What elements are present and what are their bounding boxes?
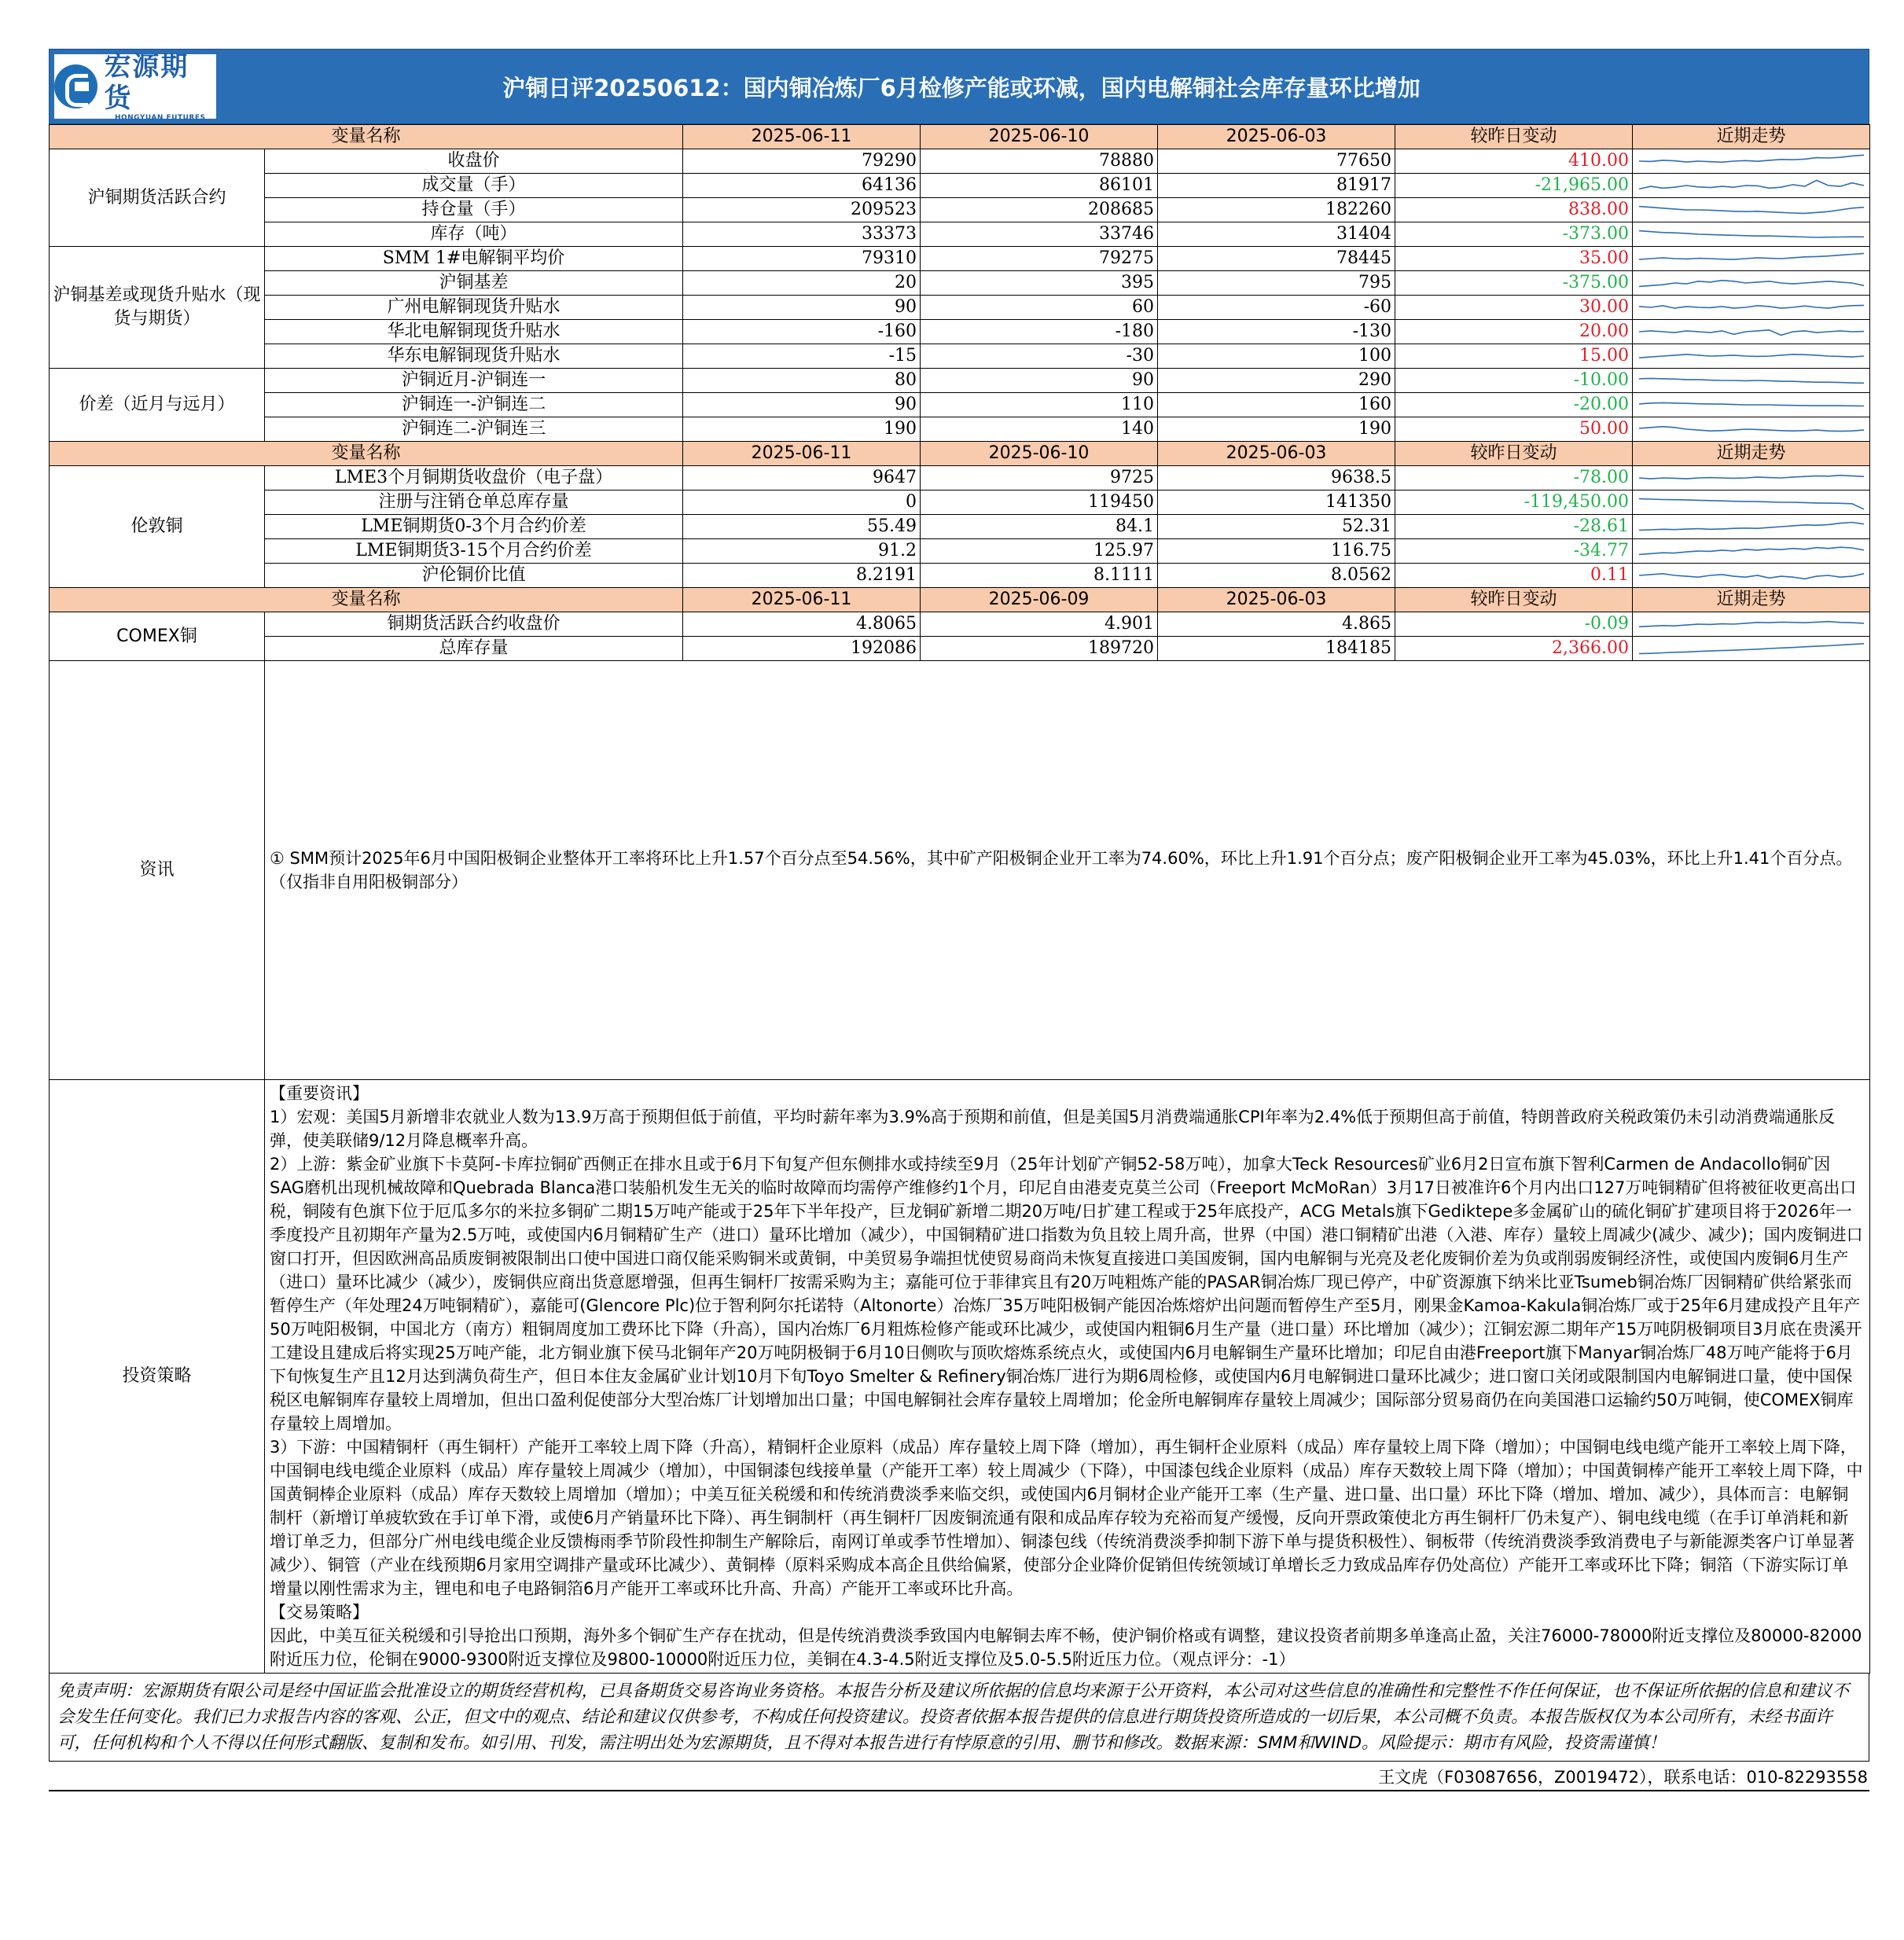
value-cell: 110 <box>921 393 1158 417</box>
table-row <box>50 393 1870 417</box>
column-header: 近期走势 <box>1633 125 1870 149</box>
column-header: 较昨日变动 <box>1395 442 1633 466</box>
sparkline-line <box>1639 476 1864 479</box>
column-header: 变量名称 <box>50 125 683 149</box>
sparkline-cell <box>1633 320 1870 344</box>
analyst-contact: 王文虎（F03087656，Z0019472），联系电话：010-82293558 <box>49 1762 1869 1791</box>
sparkline-cell <box>1633 466 1870 491</box>
column-header: 2025-06-10 <box>921 125 1158 149</box>
value-cell: -60 <box>1158 296 1395 320</box>
sparkline-chart <box>1633 539 1870 563</box>
column-header: 近期走势 <box>1633 442 1870 466</box>
sparkline-chart <box>1633 417 1870 441</box>
strategy-paragraph: 3）下游：中国精铜杆（再生铜杆）产能开工率较上周下降（升高），精铜杆企业原料（成品）库存量较上周下降（增加），再生铜杆企业原料（成品）库存量较上周下降（增加）；中国铜电线电缆产能开工率较上周下降，中国铜电线电缆企业原料（成品）库存量较上周减少（增加），中国铜漆包线接单量（产能开工率）较上周减少（下降），中国漆包线企业原料（成品）库存天数较上周下降（增加）；中国黄铜棒产能开工率较上周下降，中国黄铜棒企业原料（成品）库存天数较上周增加（增加）；中美互征关税缓和和传统消费淡季来临交织，或使国内6月铜材企业产能开工率（生产量、进口量、出口量）环比下降（增加、增加、减少），具体而言：电解铜制杆（新增订单疲软致在手订单下滑，或使6月产销量环比下降）、再生铜制杆（再生铜杆厂因废铜流通有限和成品库存较为充裕而复产缓慢，反向开票政策使北方再生铜杆厂仍未复产）、铜电线电缆（在手订单消耗和新增订单乏力，但部分广州电线电缆企业反馈梅雨季节阶段性抑制生产解除后，南网订单或季节性增加）、铜漆包线（传统消费淡季抑制下游下单与提货积极性）、铜板带（传统消费淡季致消费电子与新能源类客户订单显著减少）、铜管（产业在线预期6月家用空调排产量或环比减少）、黄铜棒（原料采购成本高企且供给偏紧，使部分企业降价促销但传统领域订单增长乏力致成品库存仍处高位）产能开工率或环比下降；铜箔（下游实际订单增量以刚性需求为主，锂电和电子电路铜箔6月产能开工率或环比升高、升高）产能开工率或环比升高。 <box>270 1438 1863 1598</box>
value-cell: 79290 <box>683 149 921 174</box>
value-cell: 90 <box>921 369 1158 393</box>
sparkline-chart <box>1633 466 1870 490</box>
report-title: 沪铜日评20250612：国内铜冶炼厂6月检修产能或环减，国内电解铜社会库存量环比增加 <box>502 74 1421 101</box>
sparkline-line <box>1639 281 1864 287</box>
change-cell: 2,366.00 <box>1395 637 1633 661</box>
value-cell: 116.75 <box>1158 539 1395 564</box>
table-row <box>50 539 1870 564</box>
sparkline-cell <box>1633 271 1870 296</box>
table-row <box>50 564 1870 588</box>
change-cell: 50.00 <box>1395 417 1633 442</box>
value-cell: 184185 <box>1158 637 1395 661</box>
change-cell: -373.00 <box>1395 222 1633 247</box>
value-cell: 8.0562 <box>1158 564 1395 588</box>
sparkline-line <box>1639 378 1864 383</box>
sparkline-line <box>1639 180 1864 189</box>
change-cell: 410.00 <box>1395 149 1633 174</box>
section-header-row <box>50 125 1870 149</box>
sparkline-line <box>1639 253 1864 259</box>
column-header: 2025-06-03 <box>1158 442 1395 466</box>
value-cell: 795 <box>1158 271 1395 296</box>
value-cell: 100 <box>1158 344 1395 369</box>
change-cell: -34.77 <box>1395 539 1633 564</box>
sparkline-chart <box>1633 174 1870 197</box>
strategy-paragraph: 【交易策略】 <box>270 1603 369 1622</box>
sparkline-chart <box>1633 320 1870 344</box>
column-header: 近期走势 <box>1633 588 1870 612</box>
column-header: 变量名称 <box>50 442 683 466</box>
strategy-paragraph: 因此，中美互征关税缓和引导抢出口预期，海外多个铜矿生产存在扰动，但是传统消费淡季致国内电解铜去库不畅，使沪铜价格或有调整，建议投资者前期多单逢高止盈，关注76000-78000附近支撑位及80000-82000附近压力位，伦铜在9000-9300附近支撑位及9800-10000附近压力位，美铜在4.3-4.5附近支撑位及5.0-5.5附近压力位。（观点评分：-1） <box>270 1626 1862 1669</box>
table-row <box>50 271 1870 296</box>
value-cell: 20 <box>683 271 921 296</box>
value-cell: 4.8065 <box>683 612 921 637</box>
value-cell: 189720 <box>921 637 1158 661</box>
change-cell: 35.00 <box>1395 247 1633 271</box>
change-cell: -20.00 <box>1395 393 1633 417</box>
table-row <box>50 491 1870 515</box>
sparkline-line <box>1639 207 1864 214</box>
value-cell: 52.31 <box>1158 515 1395 539</box>
value-cell: 80 <box>683 369 921 393</box>
change-cell: -119,450.00 <box>1395 491 1633 515</box>
strategy-paragraph: 【重要资讯】 <box>270 1084 369 1103</box>
sparkline-cell <box>1633 417 1870 442</box>
company-logo <box>54 51 216 122</box>
value-cell: 182260 <box>1158 198 1395 222</box>
value-cell: 91.2 <box>683 539 921 564</box>
strategy-text <box>265 1080 1870 1674</box>
column-header: 2025-06-09 <box>921 588 1158 612</box>
sparkline-line <box>1639 330 1864 336</box>
variable-name: 华东电解铜现货升贴水 <box>265 344 683 369</box>
value-cell: 79275 <box>921 247 1158 271</box>
sparkline-chart <box>1633 222 1870 246</box>
column-header: 2025-06-10 <box>921 442 1158 466</box>
value-cell: 4.865 <box>1158 612 1395 637</box>
table-row <box>50 222 1870 247</box>
value-cell: 64136 <box>683 174 921 198</box>
sparkline-chart <box>1633 149 1870 173</box>
sparkline-chart <box>1633 564 1870 587</box>
value-cell: 140 <box>921 417 1158 442</box>
variable-name: 沪铜基差 <box>265 271 683 296</box>
sparkline-line <box>1639 622 1864 627</box>
column-header: 较昨日变动 <box>1395 125 1633 149</box>
value-cell: 8.2191 <box>683 564 921 588</box>
change-cell: 0.11 <box>1395 564 1633 588</box>
variable-name: 沪铜连一-沪铜连二 <box>265 393 683 417</box>
table-row <box>50 612 1870 637</box>
column-header: 2025-06-03 <box>1158 125 1395 149</box>
value-cell: 60 <box>921 296 1158 320</box>
value-cell: 90 <box>683 296 921 320</box>
sparkline-line <box>1639 427 1864 432</box>
sparkline-cell <box>1633 515 1870 539</box>
sparkline-chart <box>1633 637 1870 660</box>
column-header: 变量名称 <box>50 588 683 612</box>
variable-name: 沪铜连二-沪铜连三 <box>265 417 683 442</box>
value-cell: 160 <box>1158 393 1395 417</box>
value-cell: 90 <box>683 393 921 417</box>
value-cell: 0 <box>683 491 921 515</box>
value-cell: -30 <box>921 344 1158 369</box>
variable-name: 华北电解铜现货升贴水 <box>265 320 683 344</box>
variable-name: 广州电解铜现货升贴水 <box>265 296 683 320</box>
strategy-paragraph: 1）宏观：美国5月新增非农就业人数为13.9万高于预期但低于前值，平均时薪年率为3.9%高于预期和前值，但是美国5月消费端通胀CPI年率为2.4%低于预期但高于前值，特朗普政府关税政策仍未引动消费端通胀反弹，使美联储9/12月降息概率升高。 <box>270 1108 1836 1150</box>
column-header: 2025-06-11 <box>683 125 921 149</box>
variable-name: 沪伦铜价比值 <box>265 564 683 588</box>
variable-name: 持仓量（手） <box>265 198 683 222</box>
change-cell: -10.00 <box>1395 369 1633 393</box>
table-row <box>50 198 1870 222</box>
sparkline-line <box>1639 155 1864 162</box>
column-header: 2025-06-11 <box>683 588 921 612</box>
sparkline-cell <box>1633 222 1870 247</box>
value-cell: 55.49 <box>683 515 921 539</box>
news-text: ① SMM预计2025年6月中国阳极铜企业整体开工率将环比上升1.57个百分点至54.56%，其中矿产阳极铜企业开工率为74.60%，环比上升1.91个百分点；废产阳极铜企业开工率为45.03%，环比上升1.41个百分点。（仅指非自用阳极铜部分） <box>265 661 1870 1080</box>
value-cell: 33373 <box>683 222 921 247</box>
value-cell: -180 <box>921 320 1158 344</box>
value-cell: 81917 <box>1158 174 1395 198</box>
disclaimer: 免责声明：宏源期货有限公司是经中国证监会批准设立的期货经营机构，已具备期货交易咨询业务资格。本报告分析及建议所依据的信息均来源于公开资料，本公司对这些信息的准确性和完整性不作任何保证，也不保证所依据的信息和建议不会发生任何变化。我们已力求报告内容的客观、公正，但文中的观点、结论和建议仅供参考，不构成任何投资建议。投资者依据本报告提供的信息进行期货投资所造成的一切后果，本公司概不负责。本报告版权仅为本公司所有，未经书面许可，任何机构和个人不得以任何形式翻版、复制和发布。如引用、刊发，需注明出处为宏源期货，且不得对本报告进行有悖原意的引用、删节和修改。数据来源：SMM和WIND。风险提示：期市有风险，投资需谨慎！ <box>49 1674 1869 1762</box>
variable-name: LME3个月铜期货收盘价（电子盘） <box>265 466 683 491</box>
sparkline-line <box>1639 644 1864 654</box>
logo-icon <box>54 64 97 108</box>
change-cell: 20.00 <box>1395 320 1633 344</box>
logo-name-en: HONGYUAN FUTURES <box>114 114 206 122</box>
value-cell: 9725 <box>921 466 1158 491</box>
value-cell: -160 <box>683 320 921 344</box>
strategy-label: 投资策略 <box>50 1080 265 1674</box>
data-table <box>49 124 1870 1674</box>
table-row <box>50 344 1870 369</box>
logo-name-cn: 宏源期货 <box>104 51 189 114</box>
sparkline-chart <box>1633 344 1870 368</box>
change-cell: 15.00 <box>1395 344 1633 369</box>
value-cell: 290 <box>1158 369 1395 393</box>
sparkline-chart <box>1633 296 1870 319</box>
variable-name: 收盘价 <box>265 149 683 174</box>
value-cell: 209523 <box>683 198 921 222</box>
value-cell: 192086 <box>683 637 921 661</box>
sparkline-chart <box>1633 198 1870 222</box>
sparkline-line <box>1639 355 1864 358</box>
value-cell: 4.901 <box>921 612 1158 637</box>
variable-name: 库存（吨） <box>265 222 683 247</box>
variable-name: SMM 1#电解铜平均价 <box>265 247 683 271</box>
table-row <box>50 174 1870 198</box>
sparkline-line <box>1639 574 1864 579</box>
sparkline-cell <box>1633 539 1870 564</box>
sparkline-cell <box>1633 393 1870 417</box>
value-cell: 190 <box>1158 417 1395 442</box>
table-row <box>50 515 1870 539</box>
value-cell: 395 <box>921 271 1158 296</box>
value-cell: 190 <box>683 417 921 442</box>
value-cell: 125.97 <box>921 539 1158 564</box>
sparkline-line <box>1639 523 1864 531</box>
sparkline-chart <box>1633 271 1870 295</box>
strategy-paragraph: 2）上游：紫金矿业旗下卡莫阿-卡库拉铜矿西侧正在排水且或于6月下旬复产但东侧排水或持续至9月（25年计划矿产铜52-58万吨），加拿大Teck Resources矿业6月2日宣布旗下智利Carmen de Andacollo铜矿因SAG磨机出现机械故障和Quebrada Blanca港口装船机发生无关的临时故障而均需停产维修约1个月，印尼自由港麦克莫兰公司（Freeport McMoRan）3月17日被准许6个月内出口127万吨铜精矿但将被征收更高出口税，铜陵有色旗下位于厄瓜多尔的米拉多铜矿二期15万吨产能或于25年下半年投产，巨龙铜矿新增二期20万吨/日扩建工程或于25年底投产，ACG Metals旗下Gediktepe多金属矿山的硫化铜矿扩建项目将于2026年一季度投产且初期年产量为2.5万吨，或使国内6月铜精矿生产（进口）量环比增加（减少），中国铜精矿进口指数为负且较上周升高，世界（中国）港口铜精矿出港（入港、库存）量较上周减少(减少、减少)；国内废铜进口窗口打开，但因欧洲高品质废铜被限制出口使中国进口商仅能采购铜米或黄铜，中美贸易争端担忧使贸易商尚未恢复直接进口美国废铜，国内电解铜与光亮及老化废铜价差为负或削弱废铜经济性，或使国内废铜6月生产（进口）量环比减少（减少），废铜供应商出货意愿增强，但再生铜杆厂按需采购为主；嘉能可位于菲律宾且有20万吨粗炼产能的PASAR铜冶炼厂现已停产，中矿资源旗下纳米比亚Tsumeb铜冶炼厂因铜精矿供给紧张而暂停生产（年处理24万吨铜精矿），嘉能可(Glencore Plc)位于智利阿尔托诺特（Altonorte）冶炼厂35万吨阳极铜产能因冶炼熔炉出问题而暂停生产至5月，刚果金Kamoa-Kakula铜冶炼厂或于25年6月建成投产且年产50万吨阳极铜，中国北方（南方）粗铜周度加工费环比下降（升高），国内冶炼厂6月粗炼检修产能或环比减少，或使国内粗铜6月生产量（进口量）环比增加（减少）；江铜宏源二期年产15万吨阴极铜项目3月底在贵溪开工建设且建成后将实现25万吨产能，北方铜业旗下侯马北铜年产20万吨阴极铜于6月10日侧吹与顶吹熔炼系统点火，或使国内6月电解铜生产量环比增加；印尼自由港Freeport旗下Manyar铜冶炼厂48万吨产能将于6月下旬恢复生产且12月达到满负荷生产，但日本住友金属矿业计划10月下旬Toyo Smelter & Refinery铜冶炼厂进行为期6周检修，或使国内6月电解铜进口量环比减少；进口窗口关闭或限制国内电解铜进口量，使中国保税区电解铜库存量较上周增加，但出口盈利促使部分大型冶炼厂计划增加出口量；中国电解铜社会库存量较上周增加；伦金所电解铜库存量较上周减少；国际部分贸易商仍在向美国港口运输约50万吨铜，使COMEX铜库存量较上周增加。 <box>270 1155 1863 1433</box>
variable-name: 总库存量 <box>265 637 683 661</box>
table-row <box>50 247 1870 271</box>
variable-name: 成交量（手） <box>265 174 683 198</box>
table-row <box>50 466 1870 491</box>
category-cell: 沪铜基差或现货升贴水（现货与期货） <box>50 247 265 369</box>
sparkline-chart <box>1633 491 1870 514</box>
change-cell: -78.00 <box>1395 466 1633 491</box>
report-page <box>49 49 1869 1791</box>
value-cell: 119450 <box>921 491 1158 515</box>
sparkline-line <box>1639 402 1864 406</box>
sparkline-cell <box>1633 637 1870 661</box>
news-label: 资讯 <box>50 661 265 1080</box>
sparkline-cell <box>1633 369 1870 393</box>
change-cell: -21,965.00 <box>1395 174 1633 198</box>
table-row <box>50 149 1870 174</box>
category-cell: 沪铜期货活跃合约 <box>50 149 265 247</box>
sparkline-cell <box>1633 612 1870 637</box>
variable-name: LME铜期货3-15个月合约价差 <box>265 539 683 564</box>
value-cell: 78445 <box>1158 247 1395 271</box>
report-header <box>49 49 1869 124</box>
table-row <box>50 417 1870 442</box>
sparkline-chart <box>1633 612 1870 636</box>
sparkline-chart <box>1633 369 1870 392</box>
table-row <box>50 320 1870 344</box>
variable-name: 注册与注销仓单总库存量 <box>265 491 683 515</box>
category-cell: 伦敦铜 <box>50 466 265 588</box>
value-cell: 31404 <box>1158 222 1395 247</box>
sparkline-cell <box>1633 564 1870 588</box>
value-cell: 9647 <box>683 466 921 491</box>
table-row <box>50 637 1870 661</box>
column-header: 2025-06-11 <box>683 442 921 466</box>
section-header-row <box>50 588 1870 612</box>
section-header-row <box>50 442 1870 466</box>
change-cell: -0.09 <box>1395 612 1633 637</box>
variable-name: 沪铜近月-沪铜连一 <box>265 369 683 393</box>
value-cell: 79310 <box>683 247 921 271</box>
column-header: 较昨日变动 <box>1395 588 1633 612</box>
sparkline-line <box>1639 305 1864 308</box>
table-row <box>50 369 1870 393</box>
sparkline-cell <box>1633 344 1870 369</box>
value-cell: -130 <box>1158 320 1395 344</box>
sparkline-cell <box>1633 149 1870 174</box>
variable-name: LME铜期货0-3个月合约价差 <box>265 515 683 539</box>
column-header: 2025-06-03 <box>1158 588 1395 612</box>
change-cell: -28.61 <box>1395 515 1633 539</box>
sparkline-chart <box>1633 515 1870 538</box>
value-cell: 86101 <box>921 174 1158 198</box>
sparkline-cell <box>1633 247 1870 271</box>
value-cell: 8.1111 <box>921 564 1158 588</box>
category-cell: COMEX铜 <box>50 612 265 661</box>
table-row <box>50 296 1870 320</box>
value-cell: -15 <box>683 344 921 369</box>
sparkline-cell <box>1633 491 1870 515</box>
value-cell: 77650 <box>1158 149 1395 174</box>
change-cell: -375.00 <box>1395 271 1633 296</box>
sparkline-line <box>1639 231 1864 237</box>
change-cell: 30.00 <box>1395 296 1633 320</box>
value-cell: 141350 <box>1158 491 1395 515</box>
value-cell: 33746 <box>921 222 1158 247</box>
sparkline-chart <box>1633 247 1870 270</box>
value-cell: 9638.5 <box>1158 466 1395 491</box>
category-cell: 价差（近月与远月） <box>50 369 265 442</box>
value-cell: 78880 <box>921 149 1158 174</box>
sparkline-line <box>1639 547 1864 554</box>
sparkline-cell <box>1633 296 1870 320</box>
variable-name: 铜期货活跃合约收盘价 <box>265 612 683 637</box>
value-cell: 84.1 <box>921 515 1158 539</box>
value-cell: 208685 <box>921 198 1158 222</box>
sparkline-line <box>1639 499 1864 509</box>
change-cell: 838.00 <box>1395 198 1633 222</box>
sparkline-chart <box>1633 393 1870 417</box>
sparkline-cell <box>1633 174 1870 198</box>
sparkline-cell <box>1633 198 1870 222</box>
